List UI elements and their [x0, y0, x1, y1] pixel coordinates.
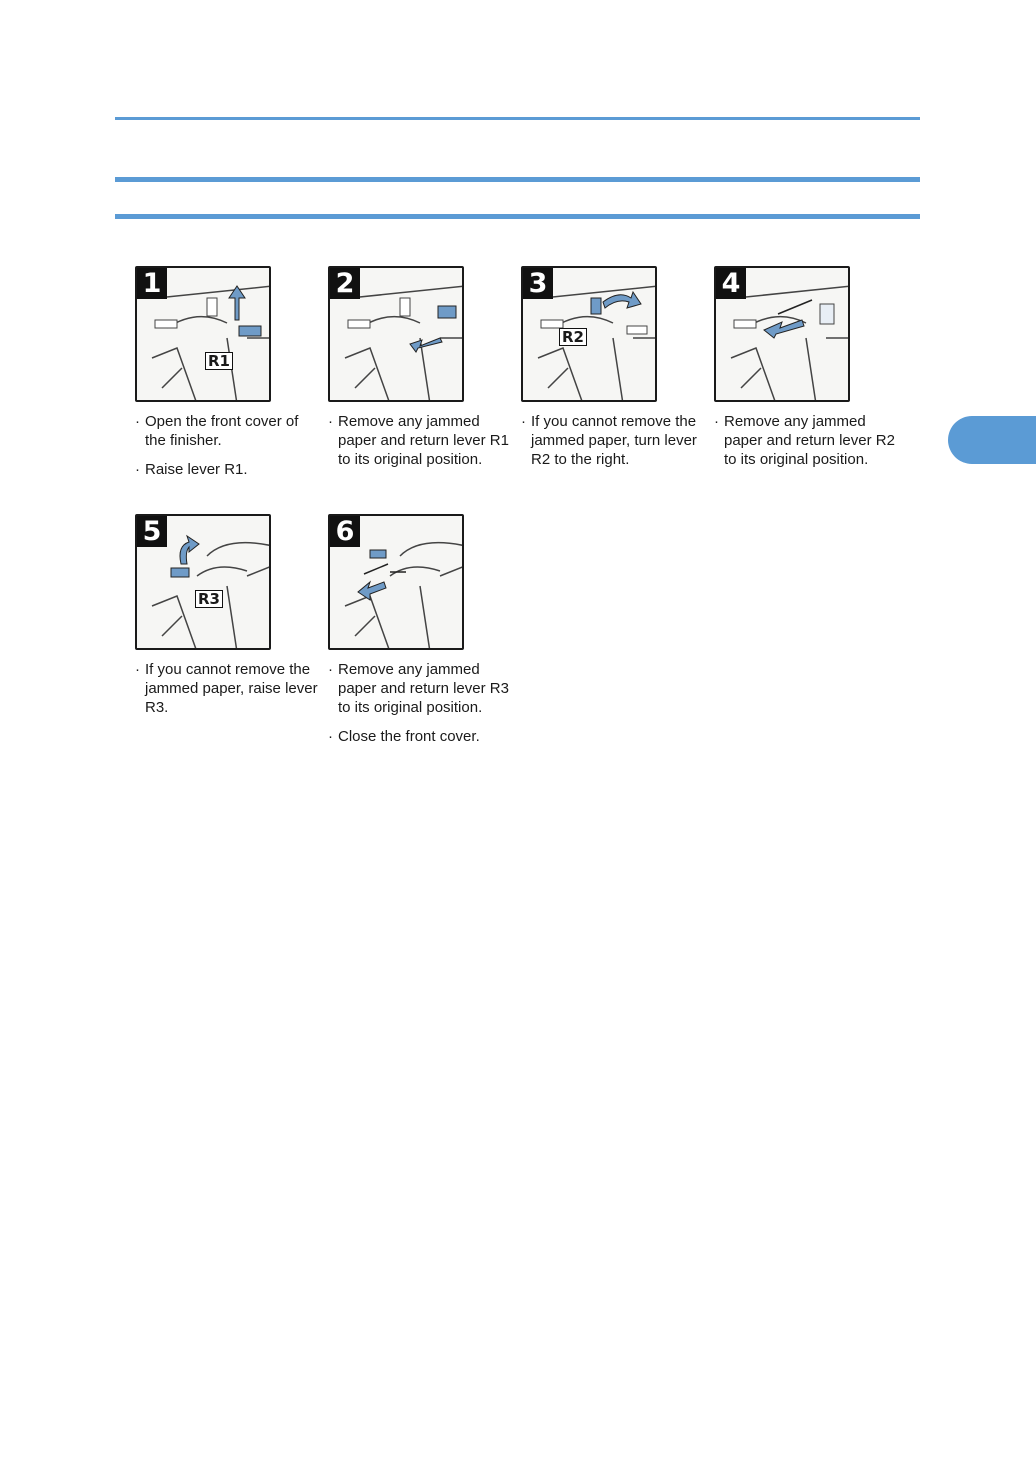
step-4: [714, 266, 899, 479]
step-3: [521, 266, 706, 479]
step-6-illustration: [328, 514, 464, 650]
step-1-illustration: [135, 266, 271, 402]
step-number: 3: [523, 268, 553, 299]
lever-label: R2: [559, 328, 587, 346]
instruction-text: · Remove any jammed paper and return lever R1 to its original position.: [328, 412, 513, 469]
step-6: [328, 514, 513, 756]
instruction-text: · If you cannot remove the jammed paper, raise lever R3.: [135, 660, 320, 717]
header-rule-bottom: [115, 214, 920, 219]
lever-label: R1: [205, 352, 233, 370]
lever-label: R3: [195, 590, 223, 608]
step-5: [135, 514, 320, 727]
instruction-text: · Remove any jammed paper and return lever R3 to its original position.: [328, 660, 513, 717]
instruction-text: · Close the front cover.: [328, 727, 513, 746]
instruction-text: · Remove any jammed paper and return lever R2 to its original position.: [714, 412, 899, 469]
instruction-text: · Open the front cover of the finisher.: [135, 412, 320, 450]
instruction-text: · Raise lever R1.: [135, 460, 320, 479]
step-3-illustration: [521, 266, 657, 402]
chapter-tab: [948, 416, 1036, 464]
step-4-illustration: [714, 266, 850, 402]
step-number: 6: [330, 516, 360, 547]
step-number: 2: [330, 268, 360, 299]
header-rule-top: [115, 117, 920, 120]
step-1: [135, 266, 320, 489]
step-5-illustration: [135, 514, 271, 650]
step-number: 5: [137, 516, 167, 547]
step-number: 4: [716, 268, 746, 299]
step-number: 1: [137, 268, 167, 299]
header-rule-middle: [115, 177, 920, 182]
step-2-illustration: [328, 266, 464, 402]
step-2: [328, 266, 513, 479]
instruction-text: · If you cannot remove the jammed paper, turn lever R2 to the right.: [521, 412, 706, 469]
